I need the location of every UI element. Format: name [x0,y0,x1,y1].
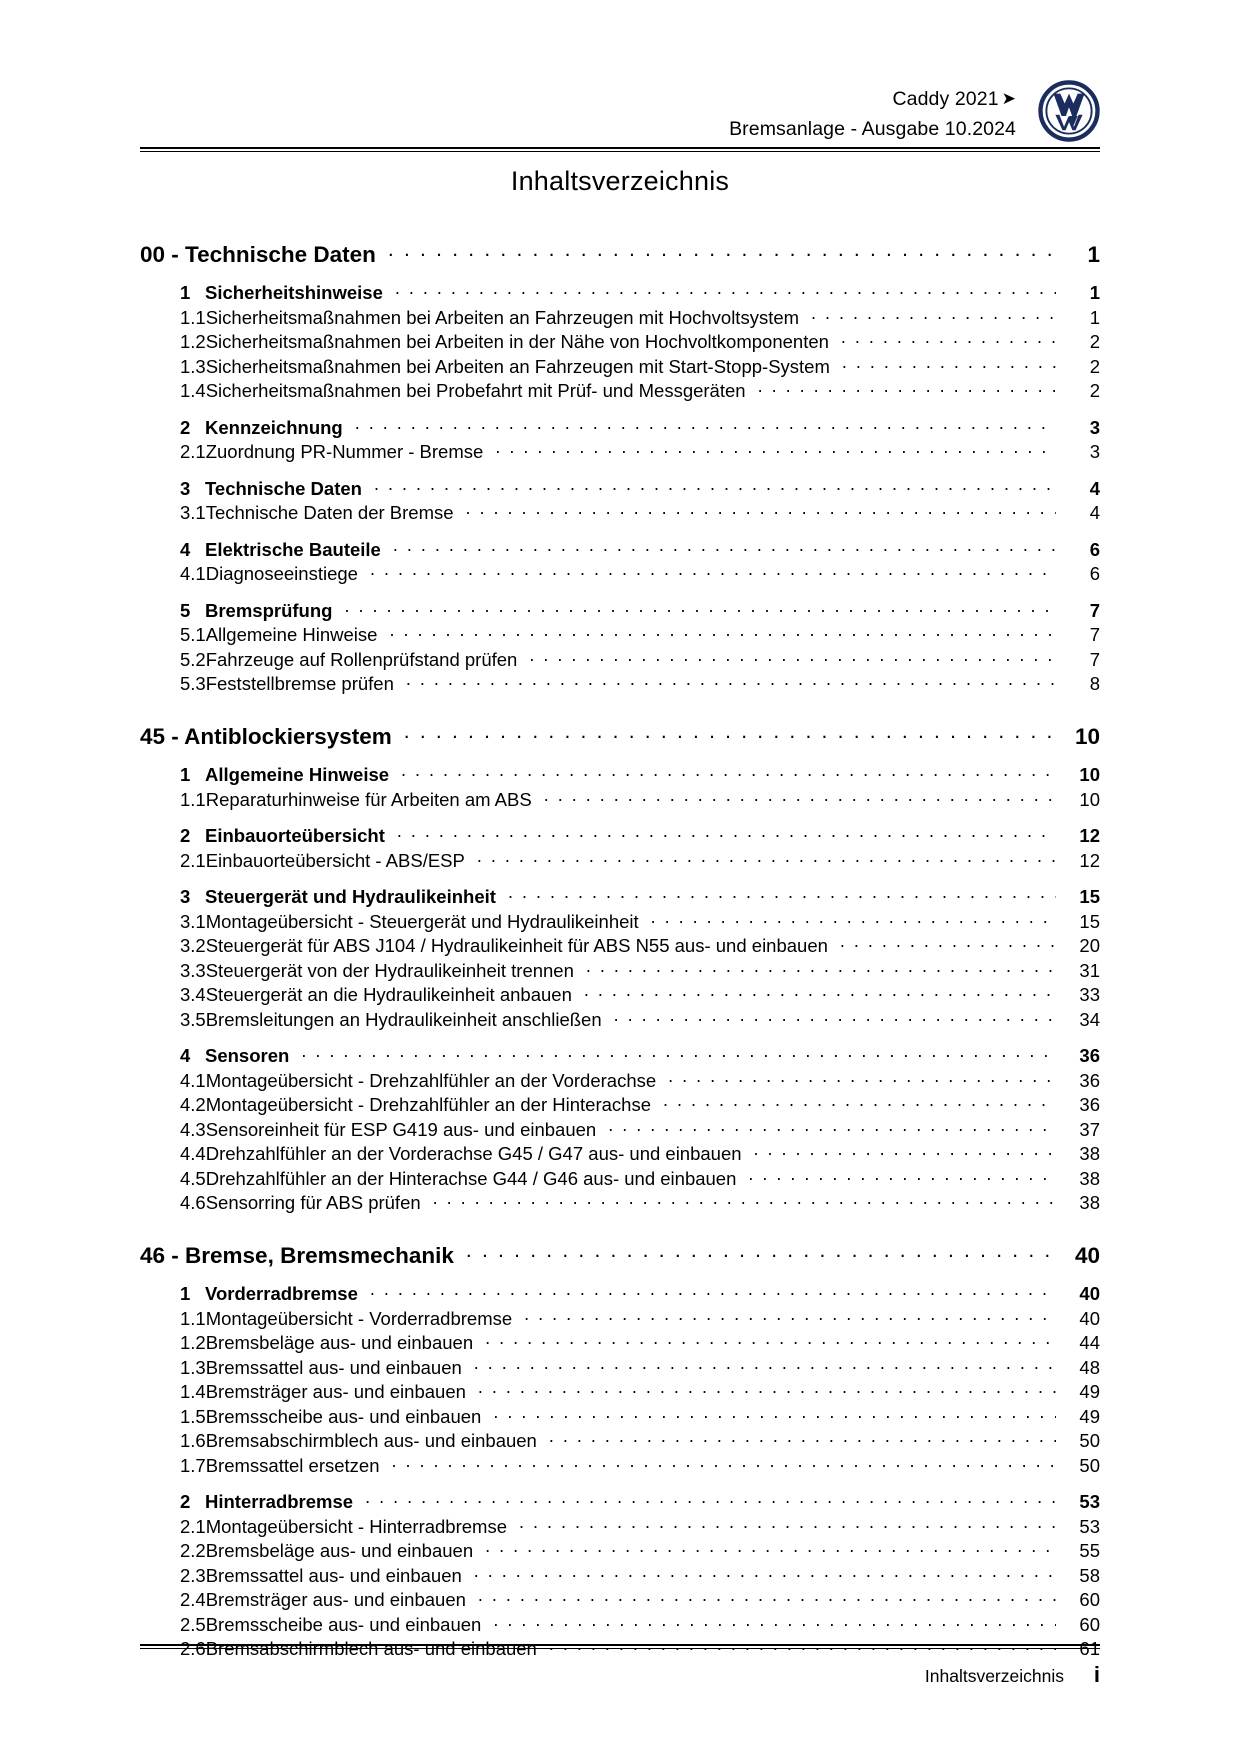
toc-entry-label: Steuergerät an die Hydraulikeinheit anbauen [205,984,572,1005]
dot-leader [395,281,1056,300]
toc-chapter-row[interactable] [140,239,1100,268]
toc-entry-page-number: 38 [1079,1167,1100,1189]
volkswagen-logo-icon [1038,80,1100,142]
toc-entry-page-number: 8 [1089,673,1100,694]
toc-entry-label: Montageübersicht - Hinterradbremse [205,1515,507,1537]
toc-entry-row[interactable] [140,647,1100,671]
arrow-right-icon: ➤ [1001,89,1016,108]
toc-entry-row[interactable] [140,281,1100,305]
toc-chapter-title: 00 - Technische Daten [140,241,376,267]
toc-entry-number: 5.1 [180,624,206,645]
toc-entry-row[interactable] [140,1563,1100,1587]
dot-leader [397,824,1056,843]
toc-entry-row[interactable] [140,787,1100,811]
toc-entry-row[interactable] [140,1490,1100,1514]
dot-leader [478,1380,1056,1399]
toc-entry-row[interactable] [140,1117,1100,1141]
toc-entry-row[interactable] [140,305,1100,329]
toc-entry-row[interactable] [140,440,1100,464]
toc-entry-number: 3 [180,477,191,499]
toc-entry-page-number: 3 [1089,441,1100,462]
toc-entry-label: Bremsabschirmblech aus- und einbauen [205,1638,537,1659]
toc-entry-row[interactable] [140,1068,1100,1092]
toc-entry-number: 1 [180,1283,191,1304]
toc-entry-number: 4.2 [180,1094,206,1115]
toc-entry-label: Einbauorteübersicht - ABS/ESP [205,849,465,871]
toc-entry-page-number: 6 [1089,563,1100,584]
dot-leader [389,623,1056,642]
toc-entry-row[interactable] [140,1429,1100,1453]
toc-entry-page-number: 6 [1089,538,1100,560]
header-model-text: Caddy 2021 [892,88,999,110]
toc-chapter-group [140,721,1100,1214]
toc-entry-label: Technische Daten der Bremse [205,502,454,523]
toc-entry-page-number: 20 [1079,935,1100,956]
toc-entry-label: Einbauorteübersicht [205,825,385,846]
table-of-contents [140,213,1100,1661]
toc-entry-number: 1.7 [180,1454,206,1476]
toc-entry-page-number: 61 [1079,1638,1100,1659]
dot-leader [365,1490,1056,1509]
toc-entry-page-number: 53 [1079,1491,1100,1512]
toc-entry-label: Bremsbeläge aus- und einbauen [205,1540,474,1561]
toc-entry-number: 1.1 [180,1307,206,1329]
toc-entry-number: 1.5 [180,1405,206,1427]
toc-entry-number: 3.1 [180,502,206,523]
toc-entry-page-number: 12 [1079,825,1100,846]
toc-entry-number: 1.2 [180,1332,206,1353]
toc-entry-number: 4 [180,538,191,560]
toc-entry-page-number: 2 [1089,380,1100,401]
toc-entry-label: Bremsabschirmblech aus- und einbauen [205,1430,537,1451]
toc-entry-page-number: 34 [1079,1008,1100,1030]
toc-entry-row[interactable] [140,1142,1100,1166]
toc-entry-number: 3 [180,886,191,907]
toc-entry-row[interactable] [140,958,1100,982]
toc-entry-page-number: 33 [1079,984,1100,1005]
toc-entry-label: Fahrzeuge auf Rollenprüfstand prüfen [205,648,518,670]
toc-entry-page-number: 55 [1079,1540,1100,1561]
toc-entry-label: Montageübersicht - Drehzahlfühler an der Vorderachse [205,1069,657,1091]
toc-entry-number: 1.1 [180,306,206,328]
toc-entry-number: 3.4 [180,984,206,1005]
footer-page-number: i [1093,1662,1100,1687]
toc-entry-label: Steuergerät von der Hydraulikeinheit trennen [205,959,574,981]
toc-entry-number: 1.4 [180,380,206,401]
toc-entry-page-number: 2 [1089,331,1100,352]
toc-entry-label: Bremsbeläge aus- und einbauen [205,1332,474,1353]
toc-entry-page-number: 31 [1079,959,1100,981]
header-subject-line: Bremsanlage - Ausgabe 10.2024 [729,118,1016,140]
toc-entry-label: Steuergerät für ABS J104 / Hydraulikeinheit für ABS N55 aus- und einbauen [205,935,828,956]
dot-leader [391,1453,1056,1472]
toc-entry-number: 2.3 [180,1564,206,1586]
toc-entry-row[interactable] [140,537,1100,561]
toc-entry-number: 1.3 [180,1356,206,1378]
toc-entry-label: Steuergerät und Hydraulikeinheit [205,886,496,907]
toc-entry-page-number: 36 [1079,1045,1100,1066]
toc-entry-label: Sensoreinheit für ESP G419 aus- und einbauen [205,1118,597,1140]
dot-leader [840,934,1056,953]
toc-entry-row[interactable] [140,501,1100,525]
toc-chapter-page-number: 1 [1087,241,1100,267]
dot-leader [474,1355,1056,1374]
toc-entry-row[interactable] [140,1588,1100,1612]
dot-leader [401,763,1056,782]
toc-entry-label: Feststellbremse prüfen [205,673,394,694]
toc-entry-page-number: 7 [1089,624,1100,645]
toc-entry-label: Bremsträger aus- und einbauen [205,1381,466,1402]
page-footer [140,1662,1100,1688]
toc-entry-page-number: 49 [1079,1381,1100,1402]
dot-leader [748,1166,1056,1185]
toc-entry-label: Montageübersicht - Vorderradbremse [205,1307,513,1329]
toc-entry-page-number: 40 [1079,1307,1100,1329]
toc-entry-number: 1.4 [180,1381,206,1402]
toc-entry-page-number: 36 [1079,1069,1100,1091]
toc-entry-page-number: 60 [1079,1613,1100,1635]
toc-entry-label: Bremsträger aus- und einbauen [205,1589,466,1610]
dot-leader [584,983,1056,1002]
toc-entry-number: 4.1 [180,1069,206,1091]
dot-leader [388,239,1056,262]
toc-entry-number: 5 [180,599,191,621]
dot-leader [370,562,1056,581]
dot-leader [344,598,1056,617]
toc-entry-number: 5.3 [180,673,206,694]
toc-entry-label: Diagnoseeinstiege [205,563,358,584]
dot-leader [529,647,1056,666]
toc-entry-row[interactable] [140,476,1100,500]
toc-chapter-group [140,239,1100,695]
toc-chapter-row[interactable] [140,721,1100,750]
toc-entry-label: Drehzahlfühler an der Vorderachse G45 / G47 aus- und einbauen [205,1143,742,1164]
toc-entry-page-number: 50 [1079,1430,1100,1451]
dot-leader [301,1044,1056,1063]
toc-entry-label: Sicherheitsmaßnahmen bei Arbeiten in der Nähe von Hochvoltkomponenten [205,331,829,352]
toc-entry-row[interactable] [140,598,1100,622]
toc-entry-label: Elektrische Bauteile [205,538,381,560]
toc-entry-number: 2.6 [180,1638,206,1659]
toc-entry-page-number: 58 [1079,1564,1100,1586]
dot-leader [466,501,1056,520]
dot-leader [549,1429,1056,1448]
toc-entry-label: Kennzeichnung [205,416,343,438]
toc-entry-number: 3.5 [180,1008,206,1030]
toc-entry-row[interactable] [140,1355,1100,1379]
dot-leader [668,1068,1056,1087]
toc-entry-label: Bremssattel ersetzen [205,1454,380,1476]
toc-entry-row[interactable] [140,330,1100,354]
toc-entry-label: Allgemeine Hinweise [205,624,378,645]
toc-entry-row[interactable] [140,1166,1100,1190]
header-title-block [729,78,1038,144]
toc-entry-row[interactable] [140,672,1100,696]
dot-leader [478,1588,1056,1607]
toc-entry-row[interactable] [140,415,1100,439]
toc-entry-label: Bremssattel aus- und einbauen [205,1356,462,1378]
toc-entry-number: 2.4 [180,1589,206,1610]
toc-entry-label: Hinterradbremse [205,1491,354,1512]
dot-leader [586,958,1056,977]
toc-entry-page-number: 38 [1079,1192,1100,1213]
dot-leader [406,672,1056,691]
toc-entry-label: Sensoren [205,1045,290,1066]
toc-entry-label: Allgemeine Hinweise [205,764,390,785]
toc-entry-page-number: 1 [1089,282,1100,303]
toc-entry-row[interactable] [140,1404,1100,1428]
toc-entry-number: 1.1 [180,788,206,810]
dot-leader [544,787,1056,806]
toc-entry-number: 2.1 [180,849,206,871]
dot-leader [842,354,1056,373]
toc-entry-page-number: 2 [1089,355,1100,377]
toc-entry-label: Sicherheitsmaßnahmen bei Probefahrt mit Prüf- und Messgeräten [205,380,746,401]
toc-entry-number: 3.2 [180,935,206,956]
toc-chapter-title: 45 - Antiblockiersystem [140,723,392,749]
dot-leader [841,330,1056,349]
toc-entry-page-number: 10 [1079,764,1100,785]
toc-entry-label: Sicherheitsmaßnahmen bei Arbeiten an Fahrzeugen mit Start-Stopp-System [205,355,830,377]
dot-leader [404,721,1056,744]
header-model-line [729,84,1016,114]
toc-entry-label: Bremsprüfung [205,599,333,621]
toc-entry-page-number: 38 [1079,1143,1100,1164]
toc-entry-number: 2 [180,825,191,846]
dot-leader [493,1612,1056,1631]
toc-chapter-title: 46 - Bremse, Bremsmechanik [140,1242,454,1268]
toc-entry-number: 4.1 [180,563,206,584]
toc-chapter-row[interactable] [140,1240,1100,1269]
toc-entry-page-number: 4 [1089,502,1100,523]
toc-entry-row[interactable] [140,1380,1100,1404]
toc-entry-row[interactable] [140,885,1100,909]
toc-entry-number: 2 [180,1491,191,1512]
toc-chapter-page-number: 10 [1074,723,1100,749]
toc-entry-page-number: 1 [1089,306,1100,328]
toc-entry-page-number: 60 [1079,1589,1100,1610]
dot-leader [758,379,1056,398]
toc-entry-row[interactable] [140,1093,1100,1117]
toc-entry-row[interactable] [140,934,1100,958]
toc-entry-number: 4.5 [180,1167,206,1189]
toc-entry-row[interactable] [140,1282,1100,1306]
dot-leader [433,1191,1056,1210]
toc-entry-label: Sicherheitsmaßnahmen bei Arbeiten an Fahrzeugen mit Hochvoltsystem [205,306,800,328]
toc-entry-row[interactable] [140,1514,1100,1538]
toc-entry-label: Zuordnung PR-Nummer - Bremse [205,441,484,462]
toc-entry-number: 4 [180,1045,191,1066]
toc-entry-row[interactable] [140,1612,1100,1636]
dot-leader [485,1539,1056,1558]
toc-entry-number: 1 [180,282,191,303]
toc-entry-page-number: 3 [1089,416,1100,438]
toc-entry-page-number: 7 [1089,648,1100,670]
toc-entry-page-number: 10 [1079,788,1100,810]
toc-entry-row[interactable] [140,848,1100,872]
dot-leader [477,848,1056,867]
toc-entry-row[interactable] [140,1007,1100,1031]
toc-entry-page-number: 49 [1079,1405,1100,1427]
toc-entry-number: 4.4 [180,1143,206,1164]
toc-entry-row[interactable] [140,623,1100,647]
dot-leader [370,1282,1056,1301]
toc-entry-page-number: 15 [1079,886,1100,907]
dot-leader [519,1514,1056,1533]
toc-entry-row[interactable] [140,354,1100,378]
toc-entry-number: 2.1 [180,1515,206,1537]
page-header [140,78,1100,144]
toc-entry-row[interactable] [140,824,1100,848]
toc-entry-row[interactable] [140,1044,1100,1068]
toc-entry-label: Bremssattel aus- und einbauen [205,1564,462,1586]
toc-entry-row[interactable] [140,562,1100,586]
toc-entry-label: Sensorring für ABS prüfen [205,1192,421,1213]
toc-entry-number: 1.2 [180,331,206,352]
dot-leader [393,537,1056,556]
dot-leader [811,305,1056,324]
toc-entry-page-number: 7 [1089,599,1100,621]
toc-entry-page-number: 12 [1079,849,1100,871]
dot-leader [663,1093,1056,1112]
toc-entry-number: 2 [180,416,191,438]
toc-entry-number: 1 [180,764,191,785]
footer-label: Inhaltsverzeichnis [924,1666,1064,1686]
toc-entry-page-number: 37 [1079,1118,1100,1140]
footer-divider [140,1644,1100,1646]
dot-leader [524,1306,1056,1325]
toc-entry-number: 2.5 [180,1613,206,1635]
toc-entry-number: 3.3 [180,959,206,981]
toc-entry-label: Drehzahlfühler an der Hinterachse G44 / G46 aus- und einbauen [205,1167,737,1189]
toc-entry-row[interactable] [140,1331,1100,1355]
toc-entry-page-number: 36 [1079,1094,1100,1115]
toc-entry-number: 5.2 [180,648,206,670]
dot-leader [474,1563,1056,1582]
toc-entry-label: Technische Daten [205,477,362,499]
toc-entry-row[interactable] [140,1453,1100,1477]
page-title: Inhaltsverzeichnis [510,166,730,196]
toc-entry-label: Montageübersicht - Steuergerät und Hydraulikeinheit [205,910,639,932]
dot-leader [485,1331,1056,1350]
toc-chapter-group [140,1240,1100,1660]
dot-leader [508,885,1056,904]
toc-entry-row[interactable] [140,1191,1100,1215]
toc-entry-row[interactable] [140,983,1100,1007]
toc-entry-row[interactable] [140,909,1100,933]
toc-entry-page-number: 4 [1089,477,1100,499]
dot-leader [651,909,1056,928]
dot-leader [355,415,1056,434]
toc-entry-page-number: 40 [1079,1283,1100,1304]
toc-entry-row[interactable] [140,763,1100,787]
toc-entry-number: 1.6 [180,1430,206,1451]
toc-entry-label: Vorderradbremse [205,1283,358,1304]
dot-leader [614,1007,1056,1026]
toc-entry-page-number: 15 [1079,910,1100,932]
header-divider [140,147,1100,149]
toc-entry-label: Bremsscheibe aus- und einbauen [205,1613,482,1635]
toc-entry-page-number: 44 [1079,1332,1100,1353]
toc-entry-label: Sicherheitshinweise [205,282,383,303]
toc-entry-label: Reparaturhinweise für Arbeiten am ABS [205,788,532,810]
toc-entry-number: 3.1 [180,910,206,932]
toc-entry-page-number: 48 [1079,1356,1100,1378]
toc-entry-row[interactable] [140,1539,1100,1563]
toc-chapter-page-number: 40 [1074,1242,1100,1268]
dot-leader [495,440,1056,459]
toc-entry-row[interactable] [140,1306,1100,1330]
toc-entry-row[interactable] [140,379,1100,403]
toc-entry-number: 2.2 [180,1540,206,1561]
dot-leader [466,1240,1056,1263]
dot-leader [374,476,1056,495]
toc-entry-number: 1.3 [180,355,206,377]
toc-entry-label: Bremsscheibe aus- und einbauen [205,1405,482,1427]
toc-entry-label: Bremsleitungen an Hydraulikeinheit anschließen [205,1008,602,1030]
toc-entry-number: 2.1 [180,441,206,462]
dot-leader [608,1117,1056,1136]
toc-entry-page-number: 50 [1079,1454,1100,1476]
toc-entry-label: Montageübersicht - Drehzahlfühler an der Hinterachse [205,1094,651,1115]
toc-entry-page-number: 53 [1079,1515,1100,1537]
toc-entry-number: 4.3 [180,1118,206,1140]
toc-entry-number: 4.6 [180,1192,206,1213]
dot-leader [754,1142,1056,1161]
dot-leader [493,1404,1056,1423]
